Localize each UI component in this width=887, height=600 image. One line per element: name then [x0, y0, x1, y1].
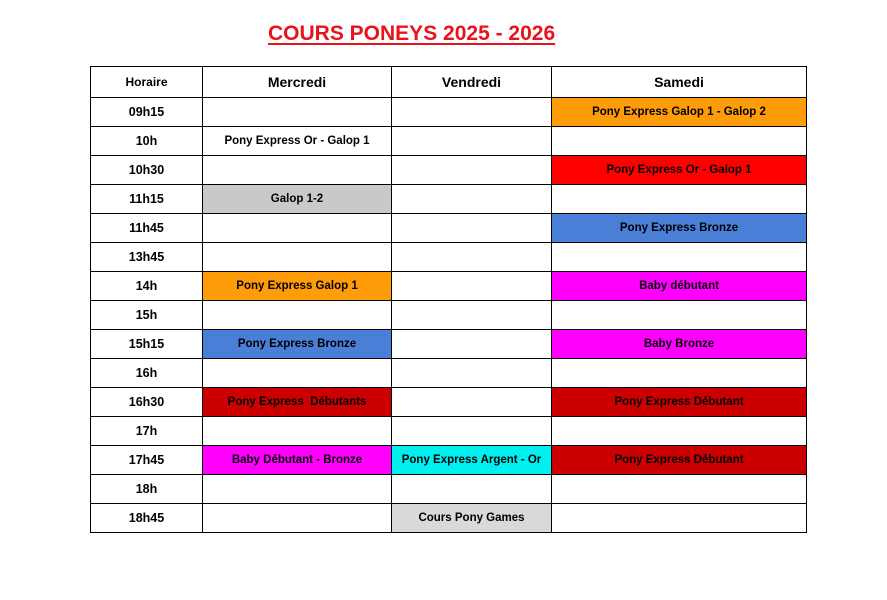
wednesday-cell [203, 301, 392, 330]
saturday-cell: Pony Express Bronze [552, 214, 807, 243]
saturday-cell [552, 185, 807, 214]
saturday-cell: Pony Express Galop 1 - Galop 2 [552, 98, 807, 127]
time-cell: 16h [91, 359, 203, 388]
time-cell: 10h [91, 127, 203, 156]
table-row [91, 243, 807, 272]
time-cell: 15h15 [91, 330, 203, 359]
friday-cell [392, 301, 552, 330]
wednesday-cell [203, 475, 392, 504]
table-row [91, 388, 807, 417]
time-cell: 13h45 [91, 243, 203, 272]
saturday-cell: Pony Express Débutant [552, 388, 807, 417]
time-cell: 16h30 [91, 388, 203, 417]
wednesday-cell: Pony Express Or - Galop 1 [203, 127, 392, 156]
wednesday-cell [203, 98, 392, 127]
wednesday-cell [203, 504, 392, 533]
friday-cell [392, 214, 552, 243]
time-cell: 10h30 [91, 156, 203, 185]
table-row [91, 475, 807, 504]
saturday-cell [552, 243, 807, 272]
table-row [91, 359, 807, 388]
table-row [91, 156, 807, 185]
friday-cell [392, 156, 552, 185]
saturday-cell: Baby débutant [552, 272, 807, 301]
wednesday-cell [203, 243, 392, 272]
saturday-cell [552, 475, 807, 504]
friday-cell: Pony Express Argent - Or [392, 446, 552, 475]
table-row [91, 98, 807, 127]
wednesday-cell: Pony Express Débutants [203, 388, 392, 417]
table-row [91, 301, 807, 330]
saturday-cell: Pony Express Débutant [552, 446, 807, 475]
saturday-cell [552, 301, 807, 330]
friday-cell [392, 417, 552, 446]
friday-cell [392, 359, 552, 388]
header-time: Horaire [91, 67, 203, 98]
header-friday: Vendredi [392, 67, 552, 98]
header-wednesday: Mercredi [203, 67, 392, 98]
friday-cell: Cours Pony Games [392, 504, 552, 533]
table-row [91, 214, 807, 243]
table-row [91, 417, 807, 446]
wednesday-cell [203, 417, 392, 446]
wednesday-cell: Pony Express Galop 1 [203, 272, 392, 301]
wednesday-cell [203, 214, 392, 243]
friday-cell [392, 388, 552, 417]
page-title: COURS PONEYS 2025 - 2026 [268, 22, 556, 45]
time-cell: 09h15 [91, 98, 203, 127]
time-cell: 15h [91, 301, 203, 330]
header-saturday: Samedi [552, 67, 807, 98]
wednesday-cell [203, 359, 392, 388]
table-row [91, 272, 807, 301]
friday-cell [392, 243, 552, 272]
header-row [91, 67, 807, 98]
time-cell: 14h [91, 272, 203, 301]
friday-cell [392, 98, 552, 127]
table-row [91, 504, 807, 533]
time-cell: 17h45 [91, 446, 203, 475]
schedule-table [90, 66, 807, 533]
wednesday-cell [203, 156, 392, 185]
saturday-cell: Baby Bronze [552, 330, 807, 359]
saturday-cell [552, 417, 807, 446]
friday-cell [392, 272, 552, 301]
wednesday-cell: Baby Débutant - Bronze [203, 446, 392, 475]
table-row [91, 127, 807, 156]
wednesday-cell: Galop 1-2 [203, 185, 392, 214]
time-cell: 18h45 [91, 504, 203, 533]
time-cell: 11h15 [91, 185, 203, 214]
friday-cell [392, 185, 552, 214]
saturday-cell [552, 504, 807, 533]
table-row [91, 330, 807, 359]
saturday-cell: Pony Express Or - Galop 1 [552, 156, 807, 185]
table-row [91, 446, 807, 475]
friday-cell [392, 475, 552, 504]
saturday-cell [552, 359, 807, 388]
wednesday-cell: Pony Express Bronze [203, 330, 392, 359]
table-row [91, 185, 807, 214]
friday-cell [392, 330, 552, 359]
saturday-cell [552, 127, 807, 156]
time-cell: 18h [91, 475, 203, 504]
time-cell: 11h45 [91, 214, 203, 243]
time-cell: 17h [91, 417, 203, 446]
friday-cell [392, 127, 552, 156]
